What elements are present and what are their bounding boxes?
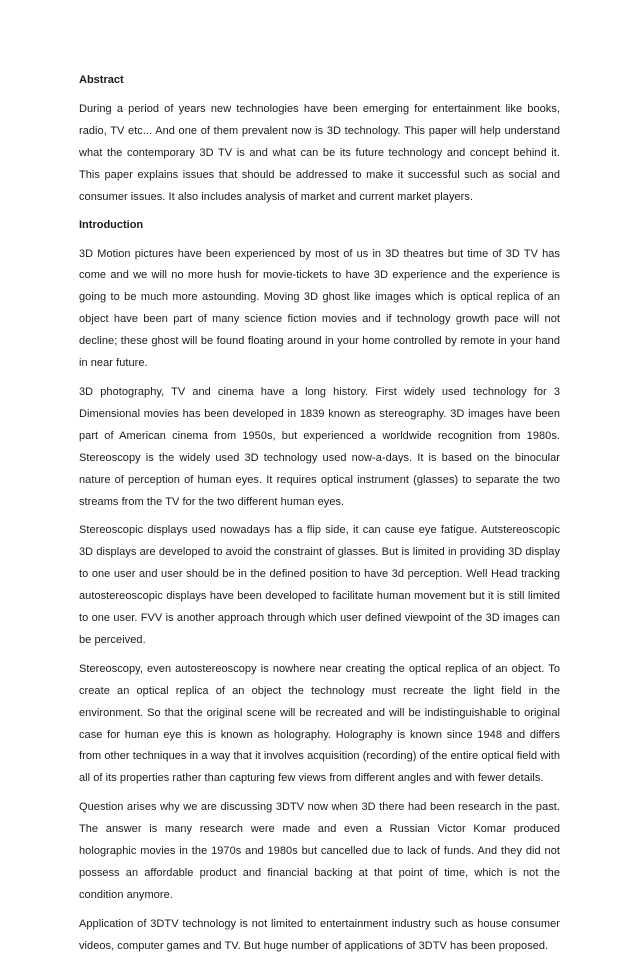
abstract-heading: Abstract [79,74,124,86]
document-page [79,71,560,965]
body-paragraph: Question arises why we are discussing 3DTV now when 3D there had been research in the past. The answer is many research were made and even a Russian Victor Komar produced holographic movies in the 1970s and 1980s but cancelled due to lack of funds. And they did not possess an affordable product and financial backing at that point of time, which is not the condition anymore. [79,801,560,901]
body-paragraph: 3D photography, TV and cinema have a long history. First widely used technology for 3 Dimensional movies has been developed in 1839 known as stereography. 3D images have been part of American cinema from 1950s, but experienced a worldwide recognition from 1980s. Stereoscopy is the widely used 3D technology used now-a-days. It is based on the binocular nature of perception of human eyes. It requires optical instrument (glasses) to separate the two streams from the TV for the two different human eyes. [79,385,560,508]
body-paragraph: Stereoscopic displays used nowadays has a flip side, it can cause eye fatigue. Autstereoscopic 3D displays are developed to avoid the constraint of glasses. But is limited in providing 3D display to one user and user should be in the defined position to have 3d perception. Well Head tracking autostereoscopic displays have been developed to facilitate human movement but it is still limited to one user. FVV is another approach through which user defined viewpoint of the 3D images can be perceived. [79,524,560,646]
body-paragraph: Stereoscopy, even autostereoscopy is nowhere near creating the optical replica of an object. To create an optical replica of an object the technology must recreate the light field in the environment. So that the original scene will be recreated and will be indistinguishable to original case for human eye this is known as holography. Holography is known since 1948 and differs from other techniques in a way that it involves acquisition (recording) of the entire optical field with all of its properties rather than capturing few views from different angles and with fewer details. [79,662,560,785]
abstract-paragraph: During a period of years new technologies have been emerging for entertainment like books, radio, TV etc... And one of them prevalent now is 3D technology. This paper will help understand what the contemporary 3D TV is and what can be its future technology and concept behind it. This paper explains issues that should be addressed to make it successful such as social and consumer issues. It also includes analysis of market and current market players. [79,103,560,203]
body-paragraph: 3D Motion pictures have been experienced by most of us in 3D theatres but time of 3D TV has come and we will no more hush for movie-tickets to have 3D experience and the experience is going to be much more astounding. Moving 3D ghost like images which is optical replica of an object have been part of many science fiction movies and if technology growth pace will not decline; these ghost will be found floating around in your home controlled by remote in your hand in near future. [79,247,560,370]
body-paragraph: Application of 3DTV technology is not limited to entertainment industry such as house consumer videos, computer games and TV. But huge number of applications of 3DTV has been proposed. [79,917,560,952]
introduction-heading: Introduction [79,218,144,231]
